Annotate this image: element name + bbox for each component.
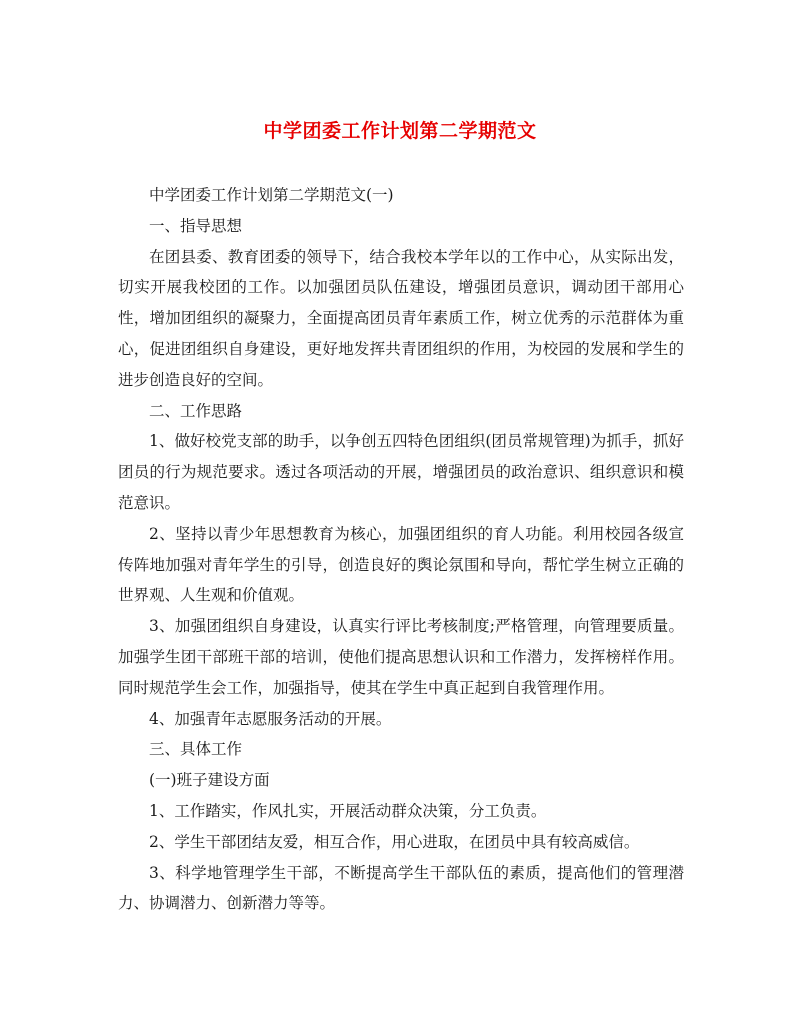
subtitle-paragraph: 中学团委工作计划第二学期范文(一): [149, 186, 394, 204]
section-heading-guiding-ideology: 一、指导思想: [149, 216, 243, 235]
document-title: 中学团委工作计划第二学期范文: [263, 120, 537, 142]
paragraph-work-approach-2: 2、坚持以青少年思想教育为核心，加强团组织的育人功能。利用校园各级宣传阵地加强对青年学生的引导，创造良好的舆论氛围和导向，帮忙学生树立正确的世界观、人生观和价值观。: [118, 524, 684, 605]
subsection-heading-team-building: (一)班子建设方面: [149, 771, 270, 790]
paragraph-guiding-ideology: 在团县委、教育团委的领导下，结合我校本学年以的工作中心，从实际出发，切实开展我校团的工作。以加强团员队伍建设，增强团员意识，调动团干部用心性，增加团组织的凝聚力，全面提高团员青年素质工作，树立优秀的示范群体为重心，促进团组织自身建设，更好地发挥共青团组织的作用，为校园的发展和学生的进步创造良好的空间。: [118, 247, 684, 389]
paragraph-team-building-2: 2、学生干部团结友爱，相互合作，用心进取，在团员中具有较高威信。: [149, 832, 640, 851]
paragraph-team-building-3: 3、科学地管理学生干部，不断提高学生干部队伍的素质，提高他们的管理潜力、协调潜力、创新潜力等等。: [118, 863, 684, 913]
section-heading-work-approach: 二、工作思路: [149, 401, 243, 420]
paragraph-work-approach-4: 4、加强青年志愿服务活动的开展。: [149, 709, 392, 728]
document-body: [118, 180, 684, 919]
section-heading-specific-work: 三、具体工作: [149, 740, 243, 759]
paragraph-work-approach-3: 3、加强团组织自身建设，认真实行评比考核制度;严格管理，向管理要质量。加强学生团干部班干部的培训，使他们提高思想认识和工作潜力，发挥榜样作用。同时规范学生会工作，加强指导，使其在学生中真正起到自我管理作用。: [118, 617, 684, 697]
paragraph-work-approach-1: 1、做好校党支部的助手，以争创五四特色团组织(团员常规管理)为抓手，抓好团员的行为规范要求。透过各项活动的开展，增强团员的政治意识、组织意识和模范意识。: [118, 432, 684, 512]
paragraph-team-building-1: 1、工作踏实，作风扎实，开展活动群众决策，分工负责。: [149, 801, 547, 820]
